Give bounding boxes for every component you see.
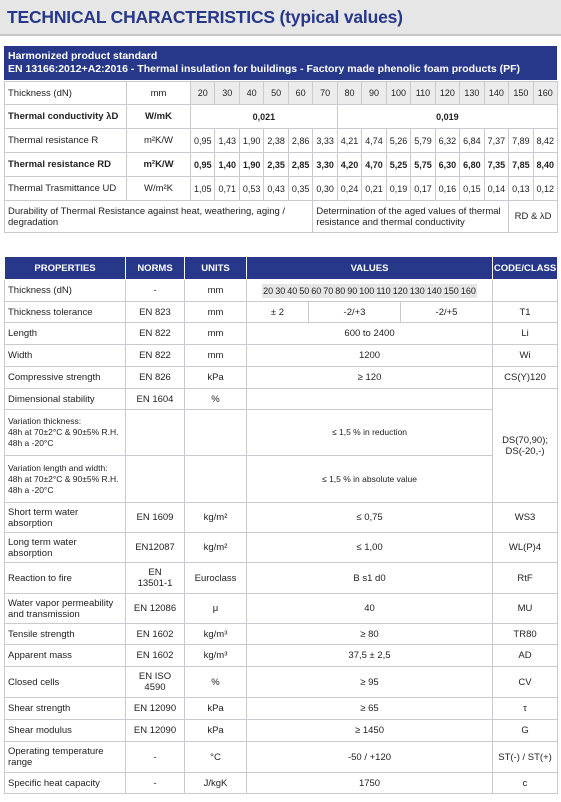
prop-shear-modulus-value: ≥ 1450	[247, 720, 493, 742]
transmittance-value: 0,16	[435, 177, 459, 201]
prop-vapor-unit: μ	[185, 594, 247, 624]
transmittance-value: 0,15	[460, 177, 484, 201]
prop-fire-norm	[126, 563, 185, 594]
thickness-unit: mm	[127, 82, 191, 105]
prop-operating-row	[5, 742, 558, 773]
prop-tolerance-v2: -2/+3	[309, 302, 401, 323]
resistance-rd-value: 7,35	[484, 153, 508, 177]
thickness-value: 100	[386, 82, 410, 105]
resistance-rd-value: 8,40	[533, 153, 557, 177]
resistance-r-value: 7,89	[509, 129, 533, 153]
transmittance-row	[5, 177, 558, 201]
resistance-rd-value: 5,25	[386, 153, 410, 177]
prop-closed-unit: %	[185, 667, 247, 698]
prop-long-water-norm: EN12087	[126, 533, 185, 563]
prop-width-value: 1200	[247, 345, 493, 367]
thickness-chip: 90	[347, 285, 358, 296]
resistance-r-value: 0,95	[191, 129, 215, 153]
prop-fire-value: B s1 d0	[247, 563, 493, 594]
long-water-line1: Long term water	[8, 536, 77, 548]
vapor-line1: Water vapor permeability	[8, 597, 114, 609]
resistance-r-value: 6,84	[460, 129, 484, 153]
prop-tolerance-code: T1	[493, 302, 558, 323]
prop-closed-value: ≥ 95	[247, 667, 493, 698]
prop-var-length-value: ≤ 1,5 % in absolute value	[247, 456, 493, 503]
prop-apparent-norm: EN 1602	[126, 645, 185, 667]
prop-short-water-row	[5, 503, 558, 533]
prop-vapor-label	[5, 594, 126, 624]
prop-vapor-value: 40	[247, 594, 493, 624]
header-values: VALUES	[247, 257, 493, 280]
prop-shear-modulus-unit: kPa	[185, 720, 247, 742]
prop-compressive-code: CS(Y)120	[493, 367, 558, 389]
header-units: UNITS	[185, 257, 247, 280]
prop-operating-unit: °C	[185, 742, 247, 773]
prop-shear-strength-value: ≥ 65	[247, 698, 493, 720]
prop-width-unit: mm	[185, 345, 247, 367]
resistance-r-value: 3,33	[313, 129, 337, 153]
standard-header	[4, 46, 557, 80]
prop-compressive-unit: kPa	[185, 367, 247, 389]
prop-dimensional-code	[493, 389, 558, 503]
prop-short-water-value: ≤ 0,75	[247, 503, 493, 533]
prop-var-thickness-value: ≤ 1,5 % in reduction	[247, 410, 493, 456]
thickness-chip: 130	[409, 285, 425, 296]
short-water-line2: absorption	[8, 517, 53, 529]
resistance-rd-value: 1,90	[239, 153, 263, 177]
standard-line1: Harmonized product standard	[8, 50, 158, 62]
transmittance-value: 0,19	[386, 177, 410, 201]
transmittance-value: 0,30	[313, 177, 337, 201]
prop-apparent-code: AD	[493, 645, 558, 667]
prop-fire-label: Reaction to fire	[5, 563, 126, 594]
transmittance-unit: W/m²K	[127, 177, 191, 201]
prop-var-length-norm	[126, 456, 185, 503]
standard-line2: EN 13166:2012+A2:2016 - Thermal insulation for buildings - Factory made phenolic foam products (PF)	[8, 63, 520, 75]
prop-shear-strength-label: Shear strength	[5, 698, 126, 720]
prop-tensile-row	[5, 624, 558, 645]
thickness-chip: 20	[263, 285, 274, 296]
vapor-line2: and transmission	[8, 608, 80, 620]
prop-shear-modulus-code: G	[493, 720, 558, 742]
prop-length-unit: mm	[185, 323, 247, 345]
thickness-chip: 120	[392, 285, 408, 296]
prop-dimensional-row	[5, 389, 558, 410]
thickness-value: 120	[435, 82, 459, 105]
prop-fire-code: RtF	[493, 563, 558, 594]
prop-length-value: 600 to 2400	[247, 323, 493, 345]
prop-shear-strength-unit: kPa	[185, 698, 247, 720]
prop-length-norm: EN 822	[126, 323, 185, 345]
resistance-r-value: 4,74	[362, 129, 386, 153]
resistance-r-row	[5, 129, 558, 153]
prop-thickness-label: Thickness (dN)	[5, 280, 126, 302]
thickness-value: 60	[288, 82, 312, 105]
prop-tensile-norm: EN 1602	[126, 624, 185, 645]
resistance-rd-value: 1,40	[215, 153, 239, 177]
resistance-r-value: 4,21	[337, 129, 361, 153]
prop-apparent-unit: kg/m³	[185, 645, 247, 667]
thickness-value: 70	[313, 82, 337, 105]
prop-specific-heat-label: Specific heat capacity	[5, 773, 126, 794]
prop-tensile-code: TR80	[493, 624, 558, 645]
resistance-r-value: 7,37	[484, 129, 508, 153]
prop-var-thickness-row	[5, 410, 558, 456]
prop-shear-strength-row	[5, 698, 558, 720]
prop-width-row	[5, 345, 558, 367]
prop-compressive-value: ≥ 120	[247, 367, 493, 389]
prop-var-thickness-unit	[185, 410, 247, 456]
prop-tolerance-v3: -2/+5	[401, 302, 493, 323]
resistance-rd-value: 2,85	[288, 153, 312, 177]
prop-closed-row	[5, 667, 558, 698]
prop-long-water-value: ≤ 1,00	[247, 533, 493, 563]
transmittance-value: 0,17	[411, 177, 435, 201]
var-thickness-line2: 48h at 70±2°C & 90±5% R.H.	[8, 427, 119, 437]
prop-thickness-row	[5, 280, 558, 302]
resistance-rd-value: 7,85	[509, 153, 533, 177]
prop-tensile-label: Tensile strength	[5, 624, 126, 645]
prop-tensile-value: ≥ 80	[247, 624, 493, 645]
prop-thickness-norm: -	[126, 280, 185, 302]
resistance-rd-unit: m²K/W	[127, 153, 191, 177]
thickness-value: 130	[460, 82, 484, 105]
properties-table	[4, 256, 558, 794]
prop-shear-modulus-norm: EN 12090	[126, 720, 185, 742]
thickness-chip: 50	[299, 285, 310, 296]
prop-dimensional-unit: %	[185, 389, 247, 410]
prop-fire-unit: Euroclass	[185, 563, 247, 594]
prop-apparent-label: Apparent mass	[5, 645, 126, 667]
prop-var-length-unit	[185, 456, 247, 503]
closed-norm-line1: EN ISO	[138, 671, 172, 682]
var-length-line2: 48h at 70±2°C & 90±5% R.H.	[8, 473, 119, 484]
transmittance-value: 0,14	[484, 177, 508, 201]
thickness-value: 160	[533, 82, 557, 105]
prop-shear-modulus-label: Shear modulus	[5, 720, 126, 742]
thickness-value: 80	[337, 82, 361, 105]
thickness-chip: 150	[443, 285, 459, 296]
thickness-chip: 100	[359, 285, 375, 296]
prop-compressive-row	[5, 367, 558, 389]
prop-length-row	[5, 323, 558, 345]
prop-shear-modulus-row	[5, 720, 558, 742]
thickness-value: 140	[484, 82, 508, 105]
var-length-line1: Variation length and width:	[8, 462, 108, 473]
resistance-r-label: Thermal resistance R	[5, 129, 127, 153]
prop-vapor-code: MU	[493, 594, 558, 624]
prop-short-water-label	[5, 503, 126, 533]
prop-long-water-row	[5, 533, 558, 563]
header-code: CODE/CLASS	[493, 257, 558, 280]
prop-width-norm: EN 822	[126, 345, 185, 367]
thickness-chip: 60	[311, 285, 322, 296]
prop-var-length-row	[5, 456, 558, 503]
transmittance-label: Thermal Trasmittance UD	[5, 177, 127, 201]
prop-width-label: Width	[5, 345, 126, 367]
closed-norm-line2: 4590	[144, 682, 166, 693]
prop-dimensional-norm: EN 1604	[126, 389, 185, 410]
thickness-label: Thickness (dN)	[5, 82, 127, 105]
thickness-chip: 80	[335, 285, 346, 296]
prop-specific-heat-code: c	[493, 773, 558, 794]
prop-vapor-norm: EN 12086	[126, 594, 185, 624]
prop-closed-norm	[126, 667, 185, 698]
thickness-value: 30	[215, 82, 239, 105]
prop-apparent-value: 37,5 ± 2,5	[247, 645, 493, 667]
var-length-line3: 48h a -20°C	[8, 484, 54, 495]
resistance-r-value: 5,26	[386, 129, 410, 153]
prop-short-water-code: WS3	[493, 503, 558, 533]
var-thickness-line1: Variation thickness:	[8, 416, 82, 426]
prop-operating-label	[5, 742, 126, 773]
ds-code-line1: DS(70,90);	[502, 434, 548, 446]
properties-header-row	[5, 257, 558, 280]
resistance-rd-value: 5,75	[411, 153, 435, 177]
prop-compressive-label: Compressive strength	[5, 367, 126, 389]
thickness-value: 110	[411, 82, 435, 105]
thickness-value: 20	[191, 82, 215, 105]
prop-specific-heat-value: 1750	[247, 773, 493, 794]
thickness-chip: 40	[287, 285, 298, 296]
prop-compressive-norm: EN 826	[126, 367, 185, 389]
resistance-r-value: 8,42	[533, 129, 557, 153]
prop-var-length-label	[5, 456, 126, 503]
prop-var-thickness-norm	[126, 410, 185, 456]
thickness-chip: 70	[323, 285, 334, 296]
thermal-characteristics-table	[4, 81, 558, 233]
fire-norm-line2: 13501-1	[137, 578, 173, 589]
resistance-r-unit: m²K/W	[127, 129, 191, 153]
resistance-rd-value: 0,95	[191, 153, 215, 177]
thickness-chip: 110	[376, 285, 391, 296]
resistance-rd-label: Thermal resistance RD	[5, 153, 127, 177]
prop-short-water-norm: EN 1609	[126, 503, 185, 533]
resistance-rd-value: 4,20	[337, 153, 361, 177]
operating-line2: range	[8, 757, 33, 768]
transmittance-value: 1,05	[191, 177, 215, 201]
ds-code-line2: DS(-20,-)	[505, 445, 545, 457]
resistance-r-value: 1,43	[215, 129, 239, 153]
durability-values: RD & λD	[509, 201, 558, 233]
resistance-rd-row	[5, 153, 558, 177]
prop-width-code: Wi	[493, 345, 558, 367]
resistance-r-value: 5,79	[411, 129, 435, 153]
prop-tolerance-norm: EN 823	[126, 302, 185, 323]
transmittance-value: 0,24	[337, 177, 361, 201]
header-properties: PROPERTIES	[5, 257, 126, 280]
thickness-chip: 30	[275, 285, 286, 296]
prop-specific-heat-unit: J/kgK	[185, 773, 247, 794]
prop-apparent-row	[5, 645, 558, 667]
prop-tolerance-v1: ± 2	[247, 302, 309, 323]
prop-length-label: Length	[5, 323, 126, 345]
durability-method: Determination of the aged values of thermal resistance and thermal conductivity	[313, 201, 509, 233]
prop-var-thickness-label	[5, 410, 126, 456]
page-title: TECHNICAL CHARACTERISTICS (typical values)	[7, 7, 403, 27]
prop-closed-code: CV	[493, 667, 558, 698]
resistance-rd-value: 6,80	[460, 153, 484, 177]
resistance-rd-value: 4,70	[362, 153, 386, 177]
prop-thickness-code	[493, 280, 558, 302]
prop-short-water-unit: kg/m²	[185, 503, 247, 533]
prop-tolerance-row	[5, 302, 558, 323]
thickness-value: 40	[239, 82, 263, 105]
conductivity-value-a: 0,021	[191, 105, 338, 129]
prop-length-code: Li	[493, 323, 558, 345]
transmittance-value: 0,21	[362, 177, 386, 201]
prop-long-water-unit: kg/m²	[185, 533, 247, 563]
short-water-line1: Short term water	[8, 506, 79, 518]
resistance-r-value: 2,86	[288, 129, 312, 153]
prop-operating-code: ST(-) / ST(+)	[493, 742, 558, 773]
resistance-r-value: 2,38	[264, 129, 288, 153]
prop-shear-strength-code: τ	[493, 698, 558, 720]
transmittance-value: 0,43	[264, 177, 288, 201]
transmittance-value: 0,53	[239, 177, 263, 201]
var-thickness-line3: 48h a -20°C	[8, 438, 54, 448]
thickness-value: 150	[509, 82, 533, 105]
thickness-row	[5, 82, 558, 105]
prop-tolerance-label: Thickness tolerance	[5, 302, 126, 323]
conductivity-label: Thermal conductivity λD	[5, 105, 127, 129]
resistance-r-value: 6,32	[435, 129, 459, 153]
durability-row	[5, 201, 558, 233]
prop-shear-strength-norm: EN 12090	[126, 698, 185, 720]
prop-specific-heat-norm: -	[126, 773, 185, 794]
prop-tolerance-unit: mm	[185, 302, 247, 323]
resistance-rd-value: 2,35	[264, 153, 288, 177]
resistance-r-value: 1,90	[239, 129, 263, 153]
thickness-value: 50	[264, 82, 288, 105]
thickness-chip: 140	[426, 285, 442, 296]
resistance-rd-value: 3,30	[313, 153, 337, 177]
prop-operating-norm: -	[126, 742, 185, 773]
prop-thickness-values	[247, 280, 493, 302]
long-water-line2: absorption	[8, 547, 53, 559]
transmittance-value: 0,35	[288, 177, 312, 201]
page-title-bar	[0, 0, 561, 36]
prop-long-water-code: WL(P)4	[493, 533, 558, 563]
header-norms: NORMS	[126, 257, 185, 280]
transmittance-value: 0,71	[215, 177, 239, 201]
transmittance-value: 0,12	[533, 177, 557, 201]
fire-norm-line1: EN	[148, 567, 162, 578]
prop-tensile-unit: kg/m³	[185, 624, 247, 645]
prop-specific-heat-row	[5, 773, 558, 794]
conductivity-value-b: 0,019	[337, 105, 557, 129]
thickness-value: 90	[362, 82, 386, 105]
prop-vapor-row	[5, 594, 558, 624]
prop-dimensional-label: Dimensional stability	[5, 389, 126, 410]
conductivity-unit: W/mK	[127, 105, 191, 129]
prop-operating-value: -50 / +120	[247, 742, 493, 773]
prop-closed-label: Closed cells	[5, 667, 126, 698]
prop-fire-row	[5, 563, 558, 594]
prop-long-water-label	[5, 533, 126, 563]
durability-label: Durability of Thermal Resistance against heat, weathering, aging / degradation	[5, 201, 313, 233]
thickness-chip: 160	[460, 285, 476, 296]
prop-dimensional-value	[247, 389, 493, 410]
conductivity-row	[5, 105, 558, 129]
prop-thickness-unit: mm	[185, 280, 247, 302]
transmittance-value: 0,13	[509, 177, 533, 201]
operating-line1: Operating temperature	[8, 746, 104, 757]
resistance-rd-value: 6,30	[435, 153, 459, 177]
